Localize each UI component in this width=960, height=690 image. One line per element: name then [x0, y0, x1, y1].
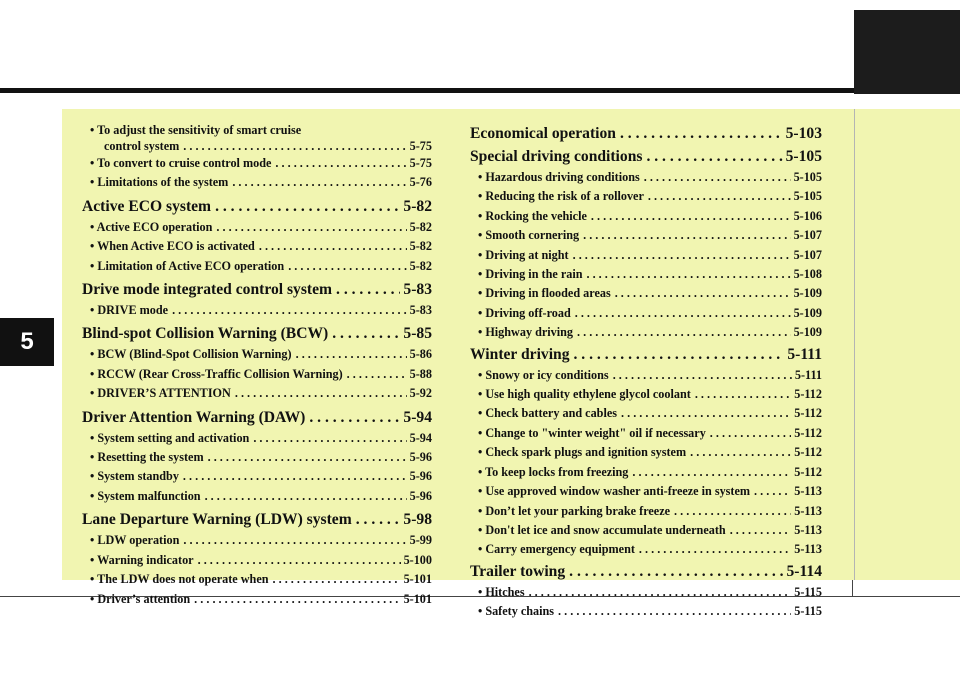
toc-page-number: 5-76 [409, 175, 432, 190]
toc-entry-title: • Reducing the risk of a rollover [478, 189, 644, 204]
toc-leader-dots [255, 237, 407, 256]
toc-leader-dots [194, 551, 401, 570]
toc-subentry[interactable] [470, 265, 822, 284]
toc-leader-dots [525, 583, 792, 602]
toc-page-number: 5-94 [409, 430, 432, 445]
toc-entry-title: • Hazardous driving conditions [478, 170, 640, 184]
toc-page-number: 5-105 [793, 170, 822, 184]
toc-entry-title: Lane Departure Warning (LDW) system [82, 511, 352, 529]
toc-page-number: 5-115 [794, 604, 822, 619]
toc-subentry[interactable] [82, 531, 432, 550]
toc-subentry[interactable] [470, 521, 822, 540]
toc-subentry[interactable] [470, 424, 822, 443]
toc-leader-dots [642, 145, 782, 168]
toc-entry-title: • Hitches [478, 584, 525, 599]
toc-section-entry[interactable] [82, 195, 432, 218]
toc-leader-dots [726, 521, 792, 540]
toc-entry-title: Driver Attention Warning (DAW) [82, 408, 306, 426]
toc-page-number: 5-96 [409, 469, 432, 484]
toc-entry-title: • LDW operation [90, 533, 180, 548]
toc-leader-dots [616, 122, 783, 145]
toc-page-number: 5-106 [793, 208, 822, 223]
toc-entry-title: • Don't let ice and snow accumulate underneath [478, 522, 726, 537]
toc-page-number: 5-85 [403, 325, 432, 343]
toc-page-number: 5-103 [785, 125, 822, 142]
toc-page-number: 5-96 [409, 450, 432, 465]
toc-entry-title: • When Active ECO is activated [90, 239, 255, 254]
toc-subentry[interactable] [82, 429, 432, 448]
toc-page-number: 5-82 [409, 219, 432, 234]
toc-subentry[interactable] [82, 487, 432, 506]
toc-page-number: 5-100 [403, 552, 432, 567]
toc-page-number: 5-105 [793, 189, 822, 204]
toc-leader-dots [640, 168, 791, 187]
toc-page-number: 5-83 [409, 303, 432, 318]
toc-entry-title: • DRIVE mode [90, 303, 169, 318]
toc-leader-dots [573, 323, 791, 342]
toc-leader-dots [628, 463, 791, 482]
toc-section-entry[interactable] [82, 508, 432, 531]
toc-leader-dots [579, 226, 790, 245]
toc-leader-dots [271, 154, 406, 173]
toc-page-number: 5-86 [409, 347, 432, 362]
toc-leader-dots [179, 531, 406, 550]
toc-column-left [82, 122, 432, 609]
toc-subentry[interactable] [82, 301, 432, 320]
toc-section-entry[interactable] [470, 560, 822, 583]
toc-page-number: 5-111 [794, 367, 822, 382]
toc-section-entry[interactable] [82, 278, 432, 301]
toc-leader-dots [609, 366, 792, 385]
toc-leader-dots [617, 404, 791, 423]
toc-subentry[interactable] [82, 590, 432, 609]
toc-entry-title: Drive mode integrated control system [82, 281, 333, 299]
header-rule [0, 88, 960, 93]
toc-column-right [470, 122, 822, 622]
toc-entry-title: • Resetting the system [90, 450, 204, 465]
toc-page-number: 5-108 [793, 267, 822, 282]
toc-page-number: 5-94 [403, 408, 432, 426]
toc-entry-title: • System standby [90, 469, 179, 484]
toc-page-number: 5-101 [403, 591, 432, 606]
toc-subentry[interactable] [470, 443, 822, 462]
toc-entry-title: • Driver’s attention [90, 591, 191, 606]
toc-leader-dots [582, 265, 790, 284]
toc-entry-title: • Use high quality ethylene glycol coolant [478, 387, 691, 402]
toc-page-number: 5-112 [794, 406, 822, 421]
toc-subentry[interactable] [470, 323, 822, 342]
chapter-number: 5 [20, 328, 34, 355]
toc-subentry[interactable] [82, 237, 432, 256]
toc-entry-title: • Limitation of Active ECO operation [90, 258, 285, 273]
toc-page-number: 5-101 [403, 572, 432, 587]
toc-entry-title: • Don’t let your parking brake freeze [478, 503, 671, 518]
toc-entry-title: • Limitations of the system [90, 175, 229, 190]
toc-subentry[interactable] [82, 122, 432, 138]
toc-entry-title: • To convert to cruise control mode [90, 156, 272, 170]
toc-subentry[interactable] [470, 207, 822, 226]
toc-subentry[interactable] [470, 583, 822, 602]
toc-subentry[interactable] [82, 570, 432, 589]
toc-page-number: 5-83 [403, 281, 432, 299]
toc-subentry[interactable] [82, 467, 432, 486]
toc-entry-title: • Driving in the rain [478, 267, 583, 282]
toc-subentry[interactable] [82, 218, 432, 237]
toc-page-number: 5-109 [793, 286, 822, 301]
toc-page-number: 5-98 [403, 511, 432, 529]
toc-subentry[interactable] [470, 284, 822, 303]
toc-leader-dots [328, 322, 400, 345]
toc-page-number: 5-92 [409, 386, 432, 401]
toc-page-number: 5-115 [794, 584, 822, 599]
toc-leader-dots [635, 540, 791, 559]
toc-entry-title: control system [104, 139, 180, 153]
toc-entry-title: • Driving off-road [478, 305, 571, 320]
toc-subentry[interactable] [82, 138, 432, 154]
toc-page-number: 5-112 [794, 464, 822, 479]
toc-subentry[interactable] [470, 602, 822, 621]
toc-leader-dots [343, 365, 407, 384]
toc-entry-title: Special driving conditions [470, 148, 643, 165]
toc-subentry[interactable] [82, 551, 432, 570]
chapter-tab [0, 318, 54, 366]
toc-entry-title: • RCCW (Rear Cross-Traffic Collision Warning) [90, 366, 343, 381]
toc-leader-dots [204, 448, 407, 467]
toc-leader-dots [706, 424, 791, 443]
toc-subentry[interactable] [82, 257, 432, 276]
toc-leader-dots [269, 570, 401, 589]
toc-entry-title: Winter driving [470, 345, 570, 363]
toc-entry-title: • To adjust the sensitivity of smart cruise [90, 123, 302, 137]
toc-subentry[interactable] [82, 365, 432, 384]
corner-tab-block [854, 10, 960, 94]
toc-page-number: 5-99 [409, 533, 432, 548]
toc-leader-dots [571, 304, 791, 323]
toc-entry-title: • Active ECO operation [90, 219, 213, 234]
toc-leader-dots [750, 482, 791, 501]
toc-subentry[interactable] [470, 226, 822, 245]
toc-page-number: 5-113 [794, 542, 822, 557]
toc-subentry[interactable] [470, 482, 822, 501]
toc-entry-title: Trailer towing [470, 562, 566, 580]
toc-leader-dots [190, 590, 400, 609]
toc-entry-title: • To keep locks from freezing [478, 464, 629, 479]
toc-entry-title: • Highway driving [478, 325, 574, 340]
side-margin-panel [854, 109, 960, 580]
toc-leader-dots [686, 443, 791, 462]
toc-leader-dots [212, 218, 406, 237]
toc-entry-title: • Check battery and cables [478, 406, 618, 421]
toc-entry-title: Economical operation [470, 125, 616, 142]
toc-page-number: 5-75 [409, 139, 432, 153]
toc-leader-dots [168, 301, 407, 320]
toc-subentry[interactable] [470, 502, 822, 521]
toc-page-number: 5-113 [794, 484, 822, 499]
toc-page-number: 5-112 [794, 445, 822, 460]
toc-entry-title: • The LDW does not operate when [90, 572, 269, 587]
toc-entry-title: • Snowy or icy conditions [478, 367, 609, 382]
toc-entry-title: • Rocking the vehicle [478, 208, 587, 223]
toc-leader-dots [332, 278, 400, 301]
toc-subentry[interactable] [470, 304, 822, 323]
toc-leader-dots [228, 173, 406, 192]
toc-leader-dots [691, 385, 791, 404]
toc-entry-title: Blind-spot Collision Warning (BCW) [82, 325, 329, 343]
toc-page-number: 5-107 [793, 247, 822, 262]
toc-page-number: 5-111 [787, 345, 822, 363]
toc-entry-title: • Safety chains [478, 604, 555, 619]
toc-entry-title: • Driving at night [478, 247, 569, 262]
toc-page-number: 5-114 [786, 562, 822, 580]
toc-page-number: 5-107 [793, 228, 822, 243]
toc-subentry[interactable] [82, 173, 432, 192]
toc-entry-title: • Smooth cornering [478, 228, 580, 243]
toc-leader-dots [554, 602, 791, 621]
toc-section-entry[interactable] [470, 122, 822, 145]
toc-subentry[interactable] [470, 246, 822, 265]
toc-page-number: 5-82 [403, 197, 432, 215]
toc-leader-dots [670, 502, 791, 521]
toc-leader-dots [179, 467, 407, 486]
toc-page-number: 5-112 [794, 387, 822, 402]
toc-page-number: 5-113 [794, 503, 822, 518]
footer-tick [852, 580, 853, 596]
toc-leader-dots [570, 343, 785, 366]
toc-leader-dots [569, 246, 791, 265]
toc-leader-dots [284, 257, 406, 276]
toc-subentry[interactable] [82, 384, 432, 403]
toc-entry-title: • DRIVER’S ATTENTION [90, 386, 231, 401]
toc-leader-dots [587, 207, 791, 226]
toc-page-number: 5-109 [793, 305, 822, 320]
toc-entry-title: • Use approved window washer anti-freeze in system [478, 484, 751, 499]
toc-page-number: 5-82 [409, 258, 432, 273]
toc-leader-dots [644, 187, 791, 206]
toc-page-number: 5-113 [794, 522, 822, 537]
toc-entry-title: • Check spark plugs and ignition system [478, 445, 687, 460]
toc-leader-dots [305, 406, 400, 429]
toc-subentry[interactable] [82, 448, 432, 467]
toc-entry-title: • Carry emergency equipment [478, 542, 635, 557]
toc-page-number: 5-75 [409, 156, 432, 170]
toc-subentry[interactable] [470, 187, 822, 206]
toc-page-number: 5-105 [785, 148, 822, 165]
toc-leader-dots [201, 487, 407, 506]
toc-entry-title: Active ECO system [82, 197, 212, 215]
toc-section-entry[interactable] [470, 145, 822, 168]
toc-leader-dots [249, 429, 406, 448]
toc-subentry[interactable] [470, 385, 822, 404]
toc-section-entry[interactable] [82, 322, 432, 345]
toc-subentry[interactable] [82, 154, 432, 173]
toc-section-entry[interactable] [470, 343, 822, 366]
toc-section-entry[interactable] [82, 406, 432, 429]
toc-entry-title: • System setting and activation [90, 430, 250, 445]
toc-page-number: 5-96 [409, 488, 432, 503]
toc-leader-dots [211, 195, 400, 218]
toc-entry-title: • System malfunction [90, 488, 201, 503]
toc-subentry[interactable] [470, 366, 822, 385]
toc-subentry[interactable] [470, 463, 822, 482]
toc-entry-title: • BCW (Blind-Spot Collision Warning) [90, 347, 292, 362]
toc-page-number: 5-112 [794, 425, 822, 440]
toc-leader-dots [352, 508, 401, 531]
toc-leader-dots [292, 345, 407, 364]
toc-entry-title: • Change to "winter weight" oil if necessary [478, 425, 706, 440]
toc-leader-dots [179, 138, 406, 154]
toc-page-number: 5-88 [409, 366, 432, 381]
toc-subentry[interactable] [470, 168, 822, 187]
toc-leader-dots [611, 284, 791, 303]
toc-subentry[interactable] [470, 404, 822, 423]
toc-subentry[interactable] [82, 345, 432, 364]
toc-subentry[interactable] [470, 540, 822, 559]
toc-entry-title: • Warning indicator [90, 552, 194, 567]
toc-page-number: 5-109 [793, 325, 822, 340]
toc-entry-title: • Driving in flooded areas [478, 286, 611, 301]
toc-leader-dots [231, 384, 407, 403]
toc-leader-dots [565, 560, 783, 583]
toc-page-number: 5-82 [409, 239, 432, 254]
